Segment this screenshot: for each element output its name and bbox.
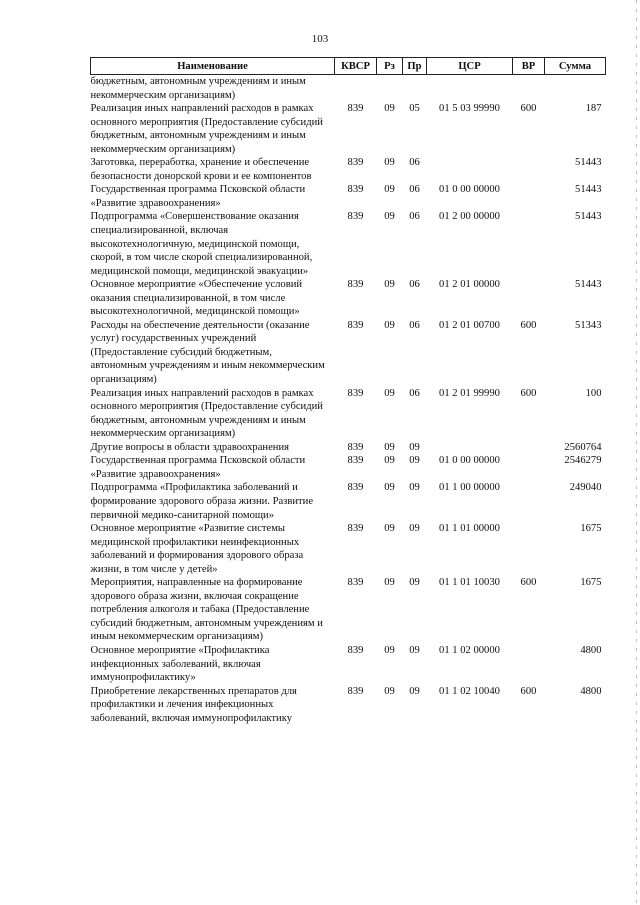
- cell-sum: 2546279: [564, 455, 602, 467]
- cell-sum: 51343: [575, 319, 602, 331]
- cell-sum: 1675: [580, 577, 602, 589]
- cell-sum: 2560764: [564, 441, 602, 453]
- cell-pr: 09: [409, 482, 420, 494]
- cell-kvsr: 839: [347, 157, 364, 169]
- cell-name: Основное мероприятие «Обеспечение условий оказания специализированной, в том числе высокотехнологичной, медицинской помощи»: [90, 279, 303, 318]
- table-row: [91, 156, 606, 183]
- cell-sum: 249040: [569, 482, 602, 494]
- cell-rz: 09: [384, 319, 395, 331]
- table-row: [91, 210, 606, 278]
- cell-csr: 01 5 03 99990: [439, 103, 500, 115]
- cell-pr: 06: [409, 211, 420, 223]
- cell-sum: 51443: [575, 157, 602, 169]
- header-csr: ЦСР: [427, 58, 513, 75]
- cell-vr: [513, 454, 545, 481]
- cell-kvsr: 839: [347, 211, 364, 223]
- cell-vr: [513, 183, 545, 210]
- cell-csr: 01 2 01 00700: [439, 319, 500, 331]
- cell-name: бюджетным, автономным учреждениям и иным некоммерческим организациям): [90, 76, 306, 101]
- cell-name: Другие вопросы в области здравоохранения: [90, 441, 289, 453]
- scan-edge-mark: [636, 0, 637, 905]
- cell-pr: 09: [409, 441, 420, 453]
- cell-sum: 100: [585, 387, 602, 399]
- cell-csr: 01 2 01 00000: [439, 279, 500, 291]
- cell-csr: 01 1 01 00000: [439, 523, 500, 535]
- cell-rz: 09: [384, 685, 395, 697]
- cell-pr: 06: [409, 387, 420, 399]
- cell-vr: 600: [520, 387, 537, 399]
- table-row: [91, 685, 606, 726]
- cell-sum: 1675: [580, 523, 602, 535]
- cell-kvsr: 839: [347, 279, 364, 291]
- cell-pr: 06: [409, 279, 420, 291]
- cell-csr: [427, 441, 513, 455]
- header-kvsr: КВСР: [335, 58, 377, 75]
- cell-name: Реализация иных направлений расходов в рамках основного мероприятия (Предоставление субсидий бюджетным, автономным учреждениям и иным некоммерческим организациям): [90, 103, 323, 155]
- cell-pr: 09: [409, 523, 420, 535]
- budget-table: [90, 57, 606, 725]
- cell-kvsr: 839: [347, 103, 364, 115]
- cell-vr: [513, 210, 545, 278]
- cell-kvsr: 839: [347, 441, 364, 453]
- cell-pr: 06: [409, 157, 420, 169]
- table-row: [91, 387, 606, 441]
- cell-csr: 01 2 00 00000: [439, 211, 500, 223]
- cell-csr: 01 1 00 00000: [439, 482, 500, 494]
- cell-csr: 01 1 01 10030: [439, 577, 500, 589]
- cell-rz: 09: [384, 441, 395, 453]
- header-name: Наименование: [91, 58, 335, 75]
- table-header: [91, 58, 606, 75]
- table-row: [91, 454, 606, 481]
- cell-vr: 600: [520, 319, 537, 331]
- cell-vr: [513, 278, 545, 319]
- table-row: [91, 102, 606, 156]
- cell-rz: 09: [384, 387, 395, 399]
- cell-name: Государственная программа Псковской области «Развитие здравоохранения»: [90, 455, 306, 480]
- cell-csr: 01 0 00 00000: [439, 184, 500, 196]
- cell-pr: 09: [409, 455, 420, 467]
- cell-name: Заготовка, переработка, хранение и обеспечение безопасности донорской крови и ее компонентов: [90, 157, 312, 182]
- cell-kvsr: 839: [347, 387, 364, 399]
- table-row: [91, 644, 606, 685]
- cell-kvsr: [335, 75, 377, 103]
- cell-sum: 4800: [580, 685, 602, 697]
- cell-vr: [513, 481, 545, 522]
- table-row: [91, 576, 606, 644]
- cell-sum: 51443: [575, 279, 602, 291]
- table-row: [91, 75, 606, 103]
- cell-kvsr: 839: [347, 184, 364, 196]
- cell-rz: 09: [384, 482, 395, 494]
- budget-table-container: [90, 57, 605, 725]
- cell-vr: 600: [520, 685, 537, 697]
- cell-vr: 600: [520, 103, 537, 115]
- header-vr: ВР: [513, 58, 545, 75]
- cell-kvsr: 839: [347, 482, 364, 494]
- cell-vr: [513, 75, 545, 103]
- cell-kvsr: 839: [347, 455, 364, 467]
- header-sum: Сумма: [545, 58, 606, 75]
- cell-rz: 09: [384, 577, 395, 589]
- cell-sum: 51443: [575, 211, 602, 223]
- cell-pr: 09: [409, 577, 420, 589]
- header-pr: Пр: [403, 58, 427, 75]
- table-row: [91, 319, 606, 387]
- cell-csr: 01 2 01 99990: [439, 387, 500, 399]
- cell-name: Подпрограмма «Профилактика заболеваний и формирование здорового образа жизни. Развитие первичной медико-санитарной помощи»: [90, 482, 314, 521]
- cell-rz: 09: [384, 211, 395, 223]
- cell-name: Государственная программа Псковской области «Развитие здравоохранения»: [90, 184, 306, 209]
- cell-sum: 51443: [575, 184, 602, 196]
- cell-name: Расходы на обеспечение деятельности (оказание услуг) государственных учреждений (Предоставление субсидий бюджетным, автономным учреждениям и иным некоммерческим организациям): [90, 319, 325, 386]
- cell-csr: 01 0 00 00000: [439, 455, 500, 467]
- cell-pr: 09: [409, 685, 420, 697]
- cell-name: Основное мероприятие «Развитие системы медицинской профилактики неинфекционных заболеваний и формирования здорового образа жизни, в том числе у детей»: [90, 523, 304, 575]
- cell-vr: [513, 522, 545, 576]
- cell-pr: 06: [409, 184, 420, 196]
- cell-vr: [513, 644, 545, 685]
- cell-pr: [403, 75, 427, 103]
- cell-vr: 600: [520, 577, 537, 589]
- table-row: [91, 278, 606, 319]
- cell-vr: [513, 441, 545, 455]
- page-number: 103: [311, 33, 329, 45]
- cell-kvsr: 839: [347, 685, 364, 697]
- cell-sum: 4800: [580, 644, 602, 656]
- table-row: [91, 441, 606, 455]
- cell-csr: [427, 156, 513, 183]
- cell-rz: 09: [384, 157, 395, 169]
- cell-rz: 09: [384, 455, 395, 467]
- table-body: [91, 75, 606, 726]
- table-row: [91, 481, 606, 522]
- cell-name: Подпрограмма «Совершенствование оказания специализированной, включая высокотехнологичную, медицинской помощи, скорой, в том числе скорой специализированной, медицинской помощи, медицинской эвакуации»: [90, 211, 313, 277]
- cell-pr: 06: [409, 319, 420, 331]
- cell-name: Приобретение лекарственных препаратов для профилактики и лечения инфекционных заболеваний, включая иммунопрофилактику: [90, 685, 297, 724]
- cell-rz: 09: [384, 644, 395, 656]
- cell-rz: [377, 75, 403, 103]
- cell-kvsr: 839: [347, 523, 364, 535]
- cell-name: Реализация иных направлений расходов в рамках основного мероприятия (Предоставление субсидий бюджетным, автономным учреждениям и иным некоммерческим организациям): [90, 387, 323, 440]
- table-row: [91, 522, 606, 576]
- cell-rz: 09: [384, 523, 395, 535]
- cell-rz: 09: [384, 103, 395, 115]
- header-row: [91, 58, 606, 75]
- cell-rz: 09: [384, 279, 395, 291]
- cell-csr: 01 1 02 00000: [439, 644, 500, 656]
- cell-kvsr: 839: [347, 644, 364, 656]
- header-rz: Рз: [377, 58, 403, 75]
- cell-sum: 187: [585, 103, 602, 115]
- cell-name: Основное мероприятие «Профилактика инфекционных заболеваний, включая иммунопрофилактику»: [90, 644, 270, 684]
- cell-csr: [427, 75, 513, 103]
- cell-csr: 01 1 02 10040: [439, 685, 500, 697]
- cell-pr: 05: [409, 103, 420, 115]
- cell-vr: [513, 156, 545, 183]
- cell-sum: [545, 75, 606, 103]
- cell-kvsr: 839: [347, 577, 364, 589]
- cell-kvsr: 839: [347, 319, 364, 331]
- cell-pr: 09: [409, 644, 420, 656]
- cell-rz: 09: [384, 184, 395, 196]
- cell-name: Мероприятия, направленные на формирование здорового образа жизни, включая сокращение потребления алкоголя и табака (Предоставление субсидий бюджетным, автономным учреждениям и иным некоммерческим организациям): [90, 577, 323, 643]
- table-row: [91, 183, 606, 210]
